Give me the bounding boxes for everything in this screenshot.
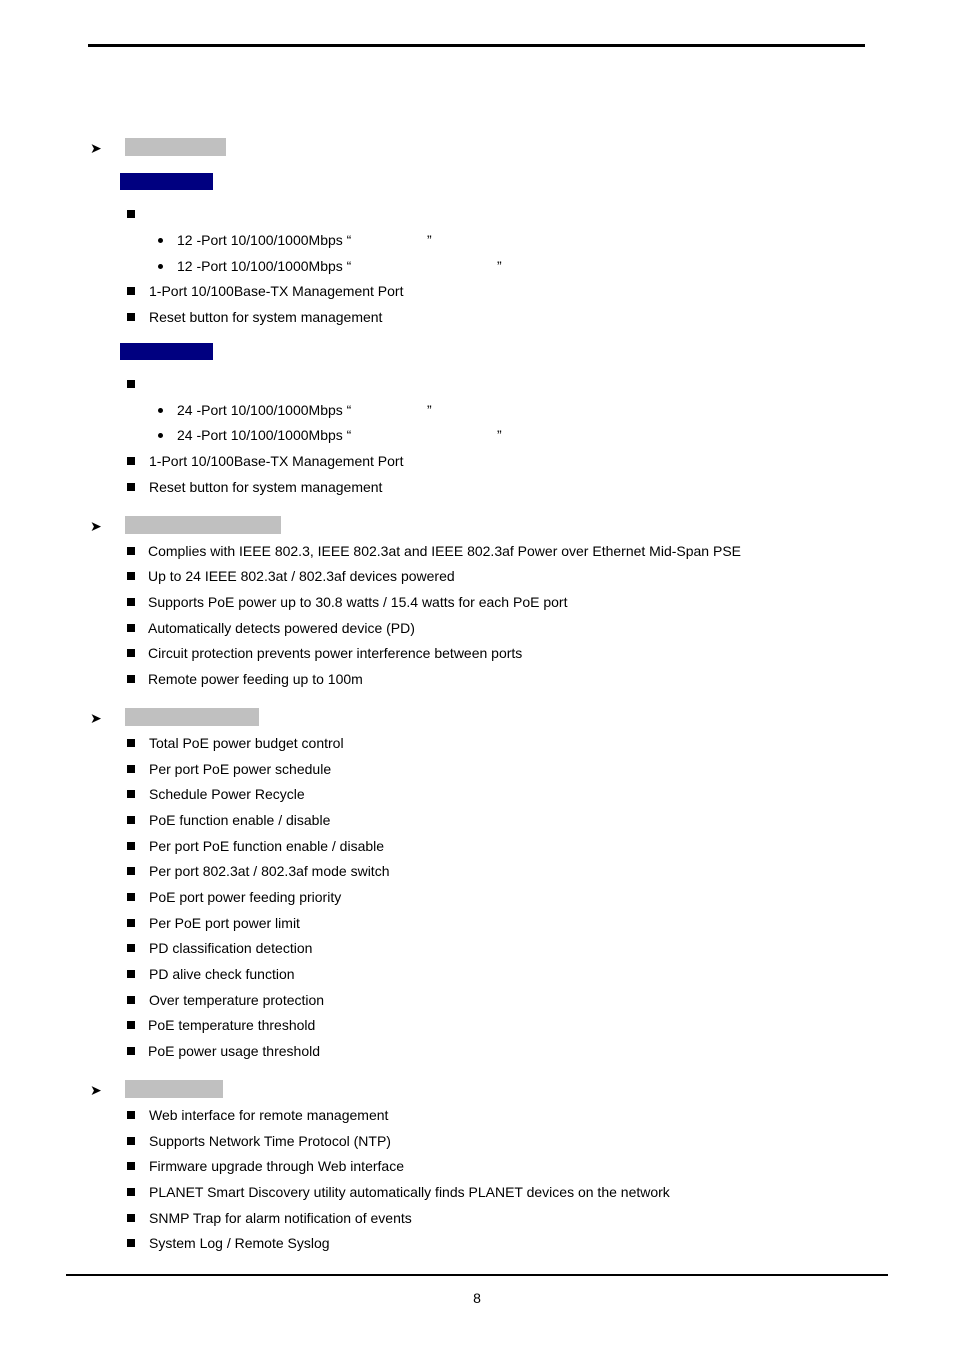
list-item: Supports PoE power up to 30.8 watts / 15.4 watts for each PoE port <box>127 593 567 611</box>
square-bullet-icon <box>127 1162 135 1170</box>
header-rule <box>88 44 865 47</box>
list-item: SNMP Trap for alarm notification of events <box>127 1209 412 1227</box>
list-item: 24 -Port 10/100/1000Mbps “ <box>158 401 351 419</box>
square-bullet-icon <box>127 996 135 1004</box>
list-item: Automatically detects powered device (PD) <box>127 619 415 637</box>
square-bullet-icon <box>127 457 135 465</box>
list-item: PoE function enable / disable <box>127 811 330 829</box>
list-item: Schedule Power Recycle <box>127 785 305 803</box>
square-bullet-icon <box>127 816 135 824</box>
list-item: Per port 802.3at / 802.3af mode switch <box>127 862 389 880</box>
list-item: Reset button for system management <box>127 308 382 326</box>
arrow-bullet-icon: ➤ <box>90 140 102 156</box>
list-item: Supports Network Time Protocol (NTP) <box>127 1132 391 1150</box>
footer-rule <box>66 1274 888 1276</box>
square-bullet-icon <box>127 842 135 850</box>
list-item: Total PoE power budget control <box>127 734 344 752</box>
list-item: PLANET Smart Discovery utility automatically finds PLANET devices on the network <box>127 1183 670 1201</box>
square-bullet-icon <box>127 210 135 218</box>
dot-bullet-icon <box>158 433 163 438</box>
list-item: PoE power usage threshold <box>127 1042 320 1060</box>
list-item: PD alive check function <box>127 965 295 983</box>
dot-bullet-icon <box>158 238 163 243</box>
square-bullet-icon <box>127 1137 135 1145</box>
list-item: 1-Port 10/100Base-TX Management Port <box>127 282 403 300</box>
square-bullet-icon <box>127 1239 135 1247</box>
square-bullet-icon <box>127 1214 135 1222</box>
square-bullet-icon <box>127 790 135 798</box>
square-bullet-icon <box>127 649 135 657</box>
list-item: Per port PoE power schedule <box>127 760 331 778</box>
square-bullet-icon <box>127 919 135 927</box>
square-bullet-icon <box>127 313 135 321</box>
square-bullet-icon <box>127 944 135 952</box>
square-bullet-icon <box>127 765 135 773</box>
list-item <box>127 205 149 223</box>
section-heading-highlight <box>125 1080 223 1098</box>
dot-bullet-icon <box>158 264 163 269</box>
list-item: Per PoE port power limit <box>127 914 300 932</box>
section-heading-highlight <box>125 138 226 156</box>
section-heading-highlight <box>125 708 259 726</box>
list-item <box>127 375 149 393</box>
square-bullet-icon <box>127 598 135 606</box>
square-bullet-icon <box>127 624 135 632</box>
list-item: PoE port power feeding priority <box>127 888 341 906</box>
square-bullet-icon <box>127 1047 135 1055</box>
square-bullet-icon <box>127 572 135 580</box>
square-bullet-icon <box>127 547 135 555</box>
section-heading-highlight <box>125 516 281 534</box>
list-item: Over temperature protection <box>127 991 324 1009</box>
square-bullet-icon <box>127 1111 135 1119</box>
model-heading-highlight <box>120 173 213 190</box>
list-item: System Log / Remote Syslog <box>127 1234 330 1252</box>
square-bullet-icon <box>127 867 135 875</box>
model-heading-highlight <box>120 343 213 360</box>
square-bullet-icon <box>127 287 135 295</box>
square-bullet-icon <box>127 739 135 747</box>
arrow-bullet-icon: ➤ <box>90 518 102 534</box>
square-bullet-icon <box>127 483 135 491</box>
square-bullet-icon <box>127 1188 135 1196</box>
square-bullet-icon <box>127 675 135 683</box>
list-item: Up to 24 IEEE 802.3at / 802.3af devices powered <box>127 567 455 585</box>
list-item: Complies with IEEE 802.3, IEEE 802.3at and IEEE 802.3af Power over Ethernet Mid-Span PSE <box>127 542 741 560</box>
square-bullet-icon <box>127 380 135 388</box>
list-item: Firmware upgrade through Web interface <box>127 1157 404 1175</box>
list-item: Reset button for system management <box>127 478 382 496</box>
list-item: Remote power feeding up to 100m <box>127 670 363 688</box>
dot-bullet-icon <box>158 408 163 413</box>
list-item: Web interface for remote management <box>127 1106 388 1124</box>
list-item: 1-Port 10/100Base-TX Management Port <box>127 452 403 470</box>
arrow-bullet-icon: ➤ <box>90 710 102 726</box>
list-item: Circuit protection prevents power interference between ports <box>127 644 522 662</box>
square-bullet-icon <box>127 1021 135 1029</box>
square-bullet-icon <box>127 970 135 978</box>
list-item: 24 -Port 10/100/1000Mbps “ <box>158 426 351 444</box>
square-bullet-icon <box>127 893 135 901</box>
list-item: PoE temperature threshold <box>127 1016 315 1034</box>
arrow-bullet-icon: ➤ <box>90 1082 102 1098</box>
page-number: 8 <box>473 1290 481 1306</box>
list-item: 12 -Port 10/100/1000Mbps “ <box>158 231 351 249</box>
list-item: 12 -Port 10/100/1000Mbps “ <box>158 257 351 275</box>
list-item: Per port PoE function enable / disable <box>127 837 384 855</box>
list-item: PD classification detection <box>127 939 312 957</box>
